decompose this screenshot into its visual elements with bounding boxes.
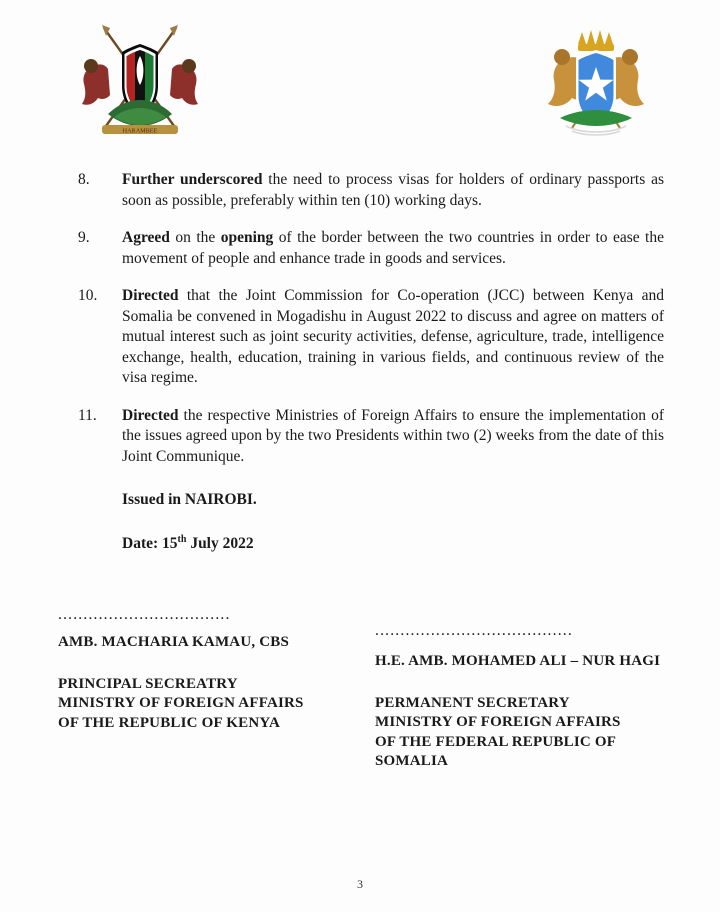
clause-10 [78,286,664,389]
clause-body: on the opening of the border between the two countries in order to ease the movement of people and enhance trade in goods and services. [122,229,664,267]
page-number: 3 [357,877,363,891]
clause-body: that the Joint Commission for Co-operation (JCC) between Kenya and Somalia be convened in Mogadishu in August 2022 to discuss and agree on matters of mutual interest such as joint security activities, defense, agriculture, trade, intelligence exchange, health, education, training in various fields, and continuous review of the visa regime. [122,287,664,386]
signature-block [0,606,720,772]
signatory-name: AMB. MACHARIA KAMAU, CBS [58,634,290,651]
signatory-title-line: OF THE REPUBLIC OF KENYA [58,714,281,731]
clause-lead: Directed [122,287,179,304]
clause-body: the respective Ministries of Foreign Affairs to ensure the implementation of the issues agreed upon by the two Presidents within two (2) weeks from the date of this Joint Communique. [122,406,664,465]
signature-line-dots: .................................. [58,606,231,624]
clause-number: 8. [78,171,90,188]
clause-body: the need to process visas for holders of ordinary passports as soon as possible, preferably within ten (10) working days. [122,171,664,209]
signature-kenya [58,606,369,772]
clause-11 [78,406,664,468]
clause-lead: Directed [122,406,179,424]
emblem-row [0,0,720,170]
clause-number: 10. [78,287,98,304]
signatory-title-line: OF THE FEDERAL REPUBLIC OF [375,733,617,750]
clause-text [122,228,664,269]
clause-text [122,406,664,468]
signatory-title [58,675,369,734]
date-ordinal-suffix: th [177,534,187,545]
svg-text:HARAMBEE: HARAMBEE [122,127,158,135]
issued-line: Issued in NAIROBI. [122,491,257,508]
clause-9 [78,228,664,269]
date-line [122,529,664,554]
kenya-coat-of-arms-icon [74,22,206,145]
clause-8 [78,170,664,211]
signatory-title-line: MINISTRY OF FOREIGN AFFAIRS [58,695,304,712]
clause-lead: Further underscored [122,171,263,188]
signatory-title-line: MINISTRY OF FOREIGN AFFAIRS [375,714,621,731]
signatory-title-line: PRINCIPAL SECREATRY [58,675,238,692]
clause-text [122,170,664,211]
clause-number: 11. [78,406,97,424]
signature-line-dots: ....................................... [375,622,573,640]
signatory-title-line: SOMALIA [375,753,449,770]
signature-somalia [369,606,680,772]
somalia-coat-of-arms-icon [540,20,652,143]
document-body [0,170,720,554]
clause-lead: Agreed [122,229,170,246]
clause-number: 9. [78,229,90,246]
date-rest: July 2022 [186,535,254,553]
date-label: Date: 15 [122,535,178,553]
clause-text [122,286,664,389]
signatory-title [375,694,680,772]
signatory-name: H.E. AMB. MOHAMED ALI – NUR HAGI [375,653,661,670]
signatory-title-line: PERMANENT SECRETARY [375,694,570,711]
